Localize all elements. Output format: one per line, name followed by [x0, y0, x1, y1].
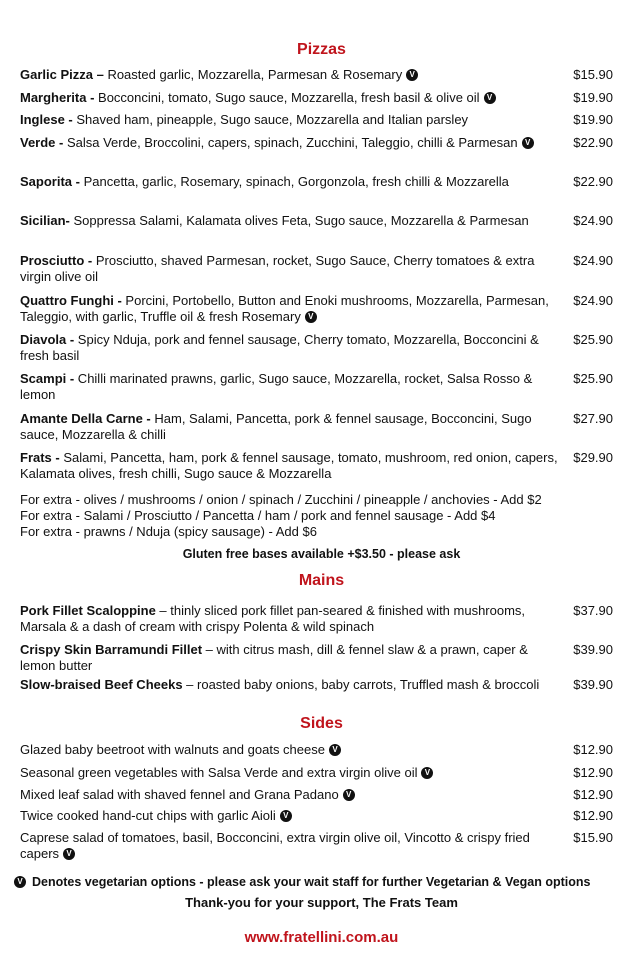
menu-item	[20, 765, 623, 781]
item-price: $12.90	[573, 787, 613, 802]
menu-item	[20, 830, 623, 862]
item-description: Prosciutto, shaved Parmesan, rocket, Sugo Sauce, Cherry tomatoes & extra virgin olive oil	[20, 253, 535, 284]
item-name: Verde -	[20, 135, 64, 150]
menu-item	[20, 213, 623, 229]
item-price: $24.90	[573, 213, 613, 228]
item-name: Diavola -	[20, 332, 75, 347]
menu-item	[20, 67, 623, 83]
menu-item	[20, 603, 623, 635]
item-name: Pork Fillet Scaloppine	[20, 603, 156, 618]
item-price: $39.90	[573, 642, 613, 657]
item-description-block	[20, 787, 560, 803]
item-description: Twice cooked hand-cut chips with garlic Aioli	[20, 808, 276, 823]
item-name: Frats -	[20, 450, 60, 465]
menu-item	[20, 450, 623, 482]
item-name: Saporita -	[20, 174, 80, 189]
item-description: – with citrus mash, dill & fennel slaw & a prawn, caper & lemon butter	[20, 642, 528, 673]
item-price: $24.90	[573, 253, 613, 268]
item-description-block	[20, 603, 560, 635]
item-description: Seasonal green vegetables with Salsa Verde and extra virgin olive oil	[20, 765, 418, 780]
item-price: $12.90	[573, 808, 613, 823]
item-description-block	[20, 293, 560, 325]
extra-line: For extra - prawns / Nduja (spicy sausage) - Add $6	[20, 524, 317, 539]
vegetarian-icon: V	[14, 876, 26, 888]
item-description-block	[20, 642, 560, 674]
item-price: $22.90	[573, 174, 613, 189]
extra-line: For extra - Salami / Prosciutto / Pancetta / ham / pork and fennel sausage - Add $4	[20, 508, 496, 523]
vegetarian-icon: V	[484, 92, 496, 104]
mains-heading: Mains	[298, 572, 345, 589]
item-price: $39.90	[573, 677, 613, 692]
item-description: Roasted garlic, Mozzarella, Parmesan & Rosemary	[103, 67, 403, 82]
pizzas-heading: Pizzas	[297, 41, 346, 58]
vegetarian-icon: V	[421, 767, 433, 779]
menu-item	[20, 411, 623, 443]
vegetarian-icon: V	[280, 810, 292, 822]
item-price: $24.90	[573, 293, 613, 308]
item-price: $15.90	[573, 67, 613, 82]
item-description-block	[20, 411, 560, 443]
item-price: $25.90	[573, 332, 613, 347]
menu-item	[20, 253, 623, 285]
item-description-block	[20, 67, 560, 83]
vegetarian-icon: V	[329, 744, 341, 756]
item-description: Pancetta, garlic, Rosemary, spinach, Gorgonzola, fresh chilli & Mozzarella	[79, 174, 509, 189]
item-price: $12.90	[573, 742, 613, 757]
item-description-block	[20, 174, 560, 190]
extra-line: For extra - olives / mushrooms / onion / spinach / Zucchini / pineapple / anchovies - Add $2	[20, 492, 542, 507]
menu-item	[20, 112, 623, 128]
item-name: Amante Della Carne -	[20, 411, 151, 426]
vegetarian-legend	[14, 874, 634, 890]
menu-item	[20, 742, 623, 758]
item-name: Quattro Funghi -	[20, 293, 122, 308]
item-description-block	[20, 135, 560, 151]
item-description-block	[20, 213, 560, 229]
item-description: Shaved ham, pineapple, Sugo sauce, Mozzarella and Italian parsley	[72, 112, 469, 127]
item-price: $15.90	[573, 830, 613, 845]
item-description: Porcini, Portobello, Button and Enoki mushrooms, Mozzarella, Parmesan, Taleggio, with garlic, Truffle oil & fresh Rosemary	[20, 293, 549, 324]
item-description: Glazed baby beetroot with walnuts and goats cheese	[20, 742, 325, 757]
item-description-block	[20, 332, 560, 364]
menu-item	[20, 808, 623, 824]
menu-item	[20, 174, 623, 190]
item-description-block	[20, 371, 560, 403]
menu-item	[20, 642, 623, 674]
menu-item	[20, 90, 623, 106]
vegetarian-icon: V	[522, 137, 534, 149]
item-price: $37.90	[573, 603, 613, 618]
item-description-block	[20, 742, 560, 758]
item-price: $27.90	[573, 411, 613, 426]
item-name: Slow-braised Beef Cheeks	[20, 677, 183, 692]
menu-item	[20, 293, 623, 325]
item-description: Salsa Verde, Broccolini, capers, spinach, Zucchini, Taleggio, chilli & Parmesan	[63, 135, 518, 150]
item-description: Spicy Nduja, pork and fennel sausage, Cherry tomato, Mozzarella, Bocconcini & fresh basil	[20, 332, 539, 363]
item-name: Inglese -	[20, 112, 73, 127]
item-name: Margherita -	[20, 90, 95, 105]
item-name: Prosciutto -	[20, 253, 93, 268]
item-description-block	[20, 808, 560, 824]
item-description: Mixed leaf salad with shaved fennel and Grana Padano	[20, 787, 339, 802]
item-description: Salami, Pancetta, ham, pork & fennel sausage, tomato, mushroom, red onion, capers, Kalamata olives, fresh chilli, Sugo sauce & Mozzarella	[20, 450, 558, 481]
item-description-block	[20, 90, 560, 106]
menu-item	[20, 332, 623, 364]
item-name: Crispy Skin Barramundi Fillet	[20, 642, 203, 657]
vegetarian-icon: V	[63, 848, 75, 860]
item-description: Bocconcini, tomato, Sugo sauce, Mozzarella, fresh basil & olive oil	[94, 90, 480, 105]
item-description: – thinly sliced pork fillet pan-seared & finished with mushrooms, Marsala & a dash of cream with crispy Polenta & wild spinach	[20, 603, 526, 634]
item-description-block	[20, 450, 560, 482]
item-description-block	[20, 253, 560, 285]
item-price: $29.90	[573, 450, 613, 465]
item-description-block	[20, 765, 560, 781]
item-name: Sicilian-	[20, 213, 70, 228]
item-description: Ham, Salami, Pancetta, pork & fennel sausage, Bocconcini, Sugo sauce, Mozzarella & chilli	[20, 411, 532, 442]
item-description-block	[20, 677, 560, 693]
item-description-block	[20, 112, 560, 128]
item-description: Chilli marinated prawns, garlic, Sugo sauce, Mozzarella, rocket, Salsa Rosso & lemon	[20, 371, 533, 402]
item-price: $22.90	[573, 135, 613, 150]
menu-item	[20, 677, 623, 693]
sides-heading: Sides	[300, 715, 343, 732]
item-price: $19.90	[573, 112, 613, 127]
vegetarian-icon: V	[406, 69, 418, 81]
website-link[interactable]: www.fratellini.com.au	[244, 929, 399, 946]
item-name: Scampi -	[20, 371, 75, 386]
item-description: Caprese salad of tomatoes, basil, Bocconcini, extra virgin olive oil, Vincotto & crispy fried capers	[20, 830, 530, 861]
item-name: Garlic Pizza –	[20, 67, 104, 82]
menu-item	[20, 135, 623, 151]
thank-you-note: Thank-you for your support, The Frats Team	[185, 895, 458, 910]
menu-item	[20, 787, 623, 803]
item-description: – roasted baby onions, baby carrots, Truffled mash & broccoli	[182, 677, 540, 692]
item-price: $25.90	[573, 371, 613, 386]
legend-text: Denotes vegetarian options - please ask your wait staff for further Vegetarian & Vegan options	[32, 875, 591, 889]
menu-item	[20, 371, 623, 403]
vegetarian-icon: V	[305, 311, 317, 323]
vegetarian-icon: V	[343, 789, 355, 801]
item-price: $19.90	[573, 90, 613, 105]
pizza-extras	[20, 492, 630, 540]
gluten-free-note: Gluten free bases available +$3.50 - please ask	[182, 547, 461, 561]
item-price: $12.90	[573, 765, 613, 780]
item-description: Soppressa Salami, Kalamata olives Feta, Sugo sauce, Mozzarella & Parmesan	[69, 213, 529, 228]
item-description-block	[20, 830, 560, 862]
